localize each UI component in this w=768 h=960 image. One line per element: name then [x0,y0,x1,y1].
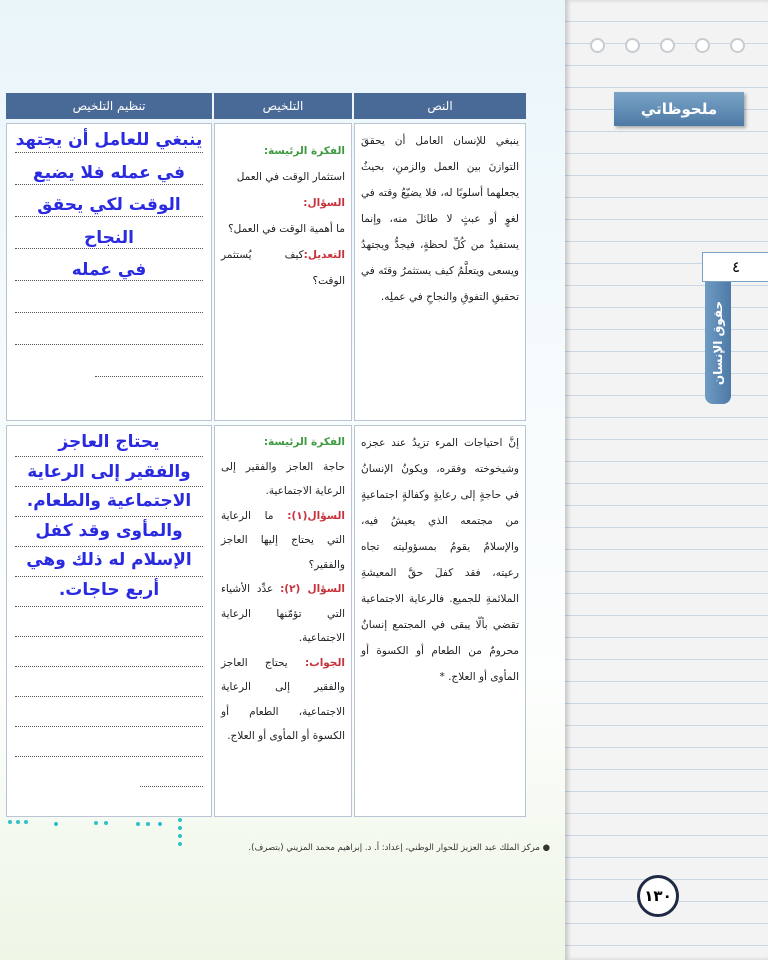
main-idea-text: حاجة العاجز والفقير إلى الرعاية الاجتماعية. [221,460,345,497]
question-label: السؤال: [303,197,345,209]
binder-hole [590,38,605,53]
binder-hole [730,38,745,53]
main-idea-label: الفكرة الرئيسة: [263,436,345,448]
binder-holes [590,38,745,53]
answer-text: يحتاج العاجز والفقير إلى الرعاية الاجتماعية، الطعام أو الكسوة أو المأوى أو العلاج. [221,656,345,742]
unit-tab [705,282,731,404]
organize-cell-1 [6,123,212,421]
edit-text: كيف يُستثمر الوقت؟ [221,249,345,287]
decorative-dots [8,818,178,848]
binder-hole [660,38,675,53]
question1-label: السؤال(١): [287,509,345,522]
handwritten-answer-2: يحتاج العاجز والفقير إلى الرعاية الاجتماعية والطعام. والمأوى وقد كفل الإسلام له ذلك وهي أربع حاجات. [26,432,192,600]
answer-label: الجواب: [304,656,345,669]
text-cell-2 [354,425,526,817]
question1-text: ما الرعاية التي يحتاج إليها العاجز والفقير؟ [221,509,345,571]
text-cell-1 [354,123,526,421]
header-text: النص [354,93,526,119]
summary-cell-1 [214,123,352,421]
main-idea-label: الفكرة الرئيسة: [263,145,345,157]
unit-number: ٤ [702,252,768,282]
notebook-panel [565,0,768,960]
handwritten-answer-1: ينبغي للعامل أن يجتهد في عمله فلا يضيع الوقت لكي يحقق النجاح في عمله [15,130,203,280]
unit-tab-label: حقوق الإنسان [711,300,725,386]
question2-label: السؤال (٢): [280,583,345,595]
question-text: ما أهمية الوقت في العمل؟ [228,223,345,235]
header-summary: التلخيص [214,93,352,119]
summary-cell-2 [214,425,352,817]
binder-hole [695,38,710,53]
edit-label: التعديل: [303,249,345,261]
question2-text: عدِّد الأشياء التي تؤمّنها الرعاية الاجتماعية. [221,583,345,644]
page-number: ١٣٠ [637,875,679,917]
binder-hole [625,38,640,53]
organize-cell-2 [6,425,212,817]
summary-table [6,93,526,817]
main-idea-text: استثمار الوقت في العمل [236,171,345,183]
source-text-2: إنَّ احتياجات المرء تزيدُ عند عجزه وشيخوخته وفقره، ويكونُ الإنسانُ في حاجةٍ إلى رعايةٍ وكفالةٍ اجتماعيةٍ من مجتمعه الذي يعيشُ فيه، والإسلامُ يقومُ بمسؤوليته تجاه رعيته، فقد كفلَ حقَّ المعيشةِ الملائمةِ للجميع. فالرعاية الاجتماعية تقضي بألّا يبقى في المجتمع إنسانٌ محرومٌ من الطعام أو الكسوة أو المأوى أو العلاج. * [361,437,519,683]
footnote: ● مركز الملك عبد العزيز للحوار الوطني، إعداد: أ. د. إبراهيم محمد المزيني (بتصرف). [248,843,550,853]
header-organize: تنظيم التلخيص [6,93,212,119]
notes-tab: ملحوظاتي [614,92,744,126]
source-text-1: ينبغي للإنسان العامل أن يحققَ التوازنَ بين العمل والزمنِ، بحيثُ يجعلهما أسلوبًا له، فلا يضيّعُ وقته في لغوٍ أو عبثٍ لا طائلَ منه، وإنما يستفيدُ من كُلِّ لحظةٍ، فيجدُّ ويجتهدُ ويسعى ويتعلَّمُ كيف يستثمرُ وقتَه في تحقيقِ التفوقِ والنجاحِ في عملِه. [361,135,519,303]
